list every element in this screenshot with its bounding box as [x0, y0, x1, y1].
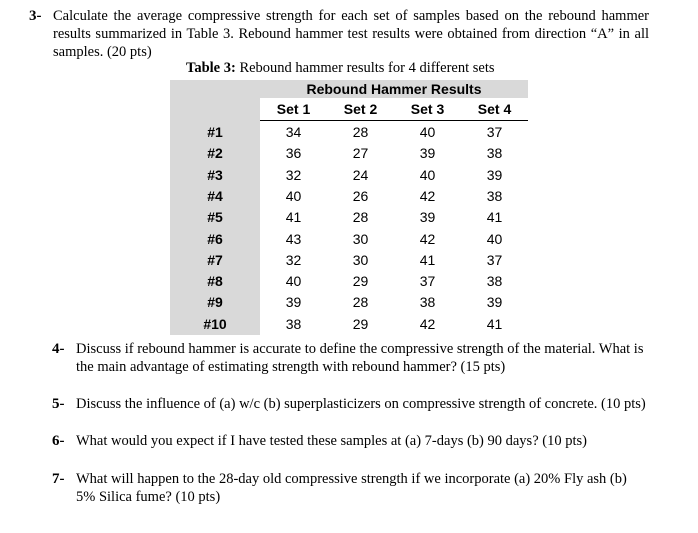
question-text: Discuss if rebound hammer is accurate to define the compressive strength of the material. What is the main advantage of estimating strength with rebound hammer? (15 pts)	[76, 341, 644, 375]
table-cell: 38	[486, 145, 503, 162]
table-cell: 40	[285, 273, 302, 290]
table-cell: 24	[352, 166, 369, 183]
table-row	[170, 122, 528, 143]
rebound-hammer-table	[170, 80, 528, 335]
row-label: #1	[207, 124, 223, 140]
column-header-set-2: Set 2	[343, 101, 378, 117]
table-cell: 38	[486, 273, 503, 290]
table-row	[170, 207, 528, 228]
question-number: 4-	[52, 341, 65, 357]
table-cell: 34	[285, 124, 302, 140]
row-label: #10	[203, 315, 227, 332]
table-cell: 42	[419, 315, 436, 332]
table-cell: 36	[285, 145, 302, 162]
table-cell: 38	[419, 294, 436, 311]
question-7	[52, 470, 648, 508]
table-cell: 28	[352, 124, 369, 140]
table-cell: 27	[352, 145, 369, 162]
table-cell: 28	[352, 294, 369, 311]
table-cell: 30	[352, 230, 369, 247]
table-header-row	[260, 98, 528, 120]
table-caption-text: Rebound hammer results for 4 different sets	[235, 60, 495, 76]
question-text: What would you expect if I have tested these samples at (a) 7-days (b) 90 days? (10 pts)	[76, 433, 587, 449]
table-cell: 38	[486, 187, 503, 204]
row-label: #3	[207, 166, 223, 183]
row-label: #6	[207, 230, 223, 247]
row-label: #2	[207, 145, 223, 162]
table-row	[170, 229, 528, 250]
table-row	[170, 292, 528, 313]
table-cell: 41	[486, 315, 503, 332]
table-cell: 37	[419, 273, 436, 290]
table-cell: 30	[352, 251, 369, 268]
table-cell: 42	[419, 187, 436, 204]
row-label: #7	[207, 251, 223, 268]
column-header-set-1: Set 1	[276, 101, 311, 117]
question-number: 5-	[52, 396, 65, 412]
row-label: #5	[207, 209, 223, 226]
question-number: 6-	[52, 433, 65, 449]
row-label: #9	[207, 294, 223, 311]
question-number: 3-	[29, 8, 42, 24]
table-cell: 37	[486, 251, 503, 268]
table-cell: 39	[419, 209, 436, 226]
table-cell: 38	[285, 315, 302, 332]
table-cell: 41	[486, 209, 503, 226]
table-cell: 40	[285, 187, 302, 204]
column-header-set-3: Set 3	[410, 101, 445, 117]
question-3	[29, 7, 649, 63]
table-cell: 32	[285, 166, 302, 183]
row-label: #4	[207, 187, 223, 204]
table-cell: 39	[486, 294, 503, 311]
table-cell: 41	[285, 209, 302, 226]
table-cell: 39	[419, 145, 436, 162]
table-cell: 32	[285, 251, 302, 268]
table-row	[170, 314, 528, 335]
table-row	[170, 165, 528, 186]
table-cell: 40	[419, 166, 436, 183]
question-text: Calculate the average compressive strength for each set of samples based on the rebound hammer results summarized in Table 3. Rebound hammer test results were obtained from direction “A” in all samples. (20 pts)	[53, 8, 649, 60]
question-number: 7-	[52, 471, 65, 487]
row-label: #8	[207, 273, 223, 290]
table-row	[170, 271, 528, 292]
table-cell: 29	[352, 315, 369, 332]
table-cell: 29	[352, 273, 369, 290]
table-title: Rebound Hammer Results	[306, 81, 482, 97]
table-row	[170, 143, 528, 164]
question-text: What will happen to the 28-day old compressive strength if we incorporate (a) 20% Fly ash (b) 5% Silica fume? (10 pts)	[76, 471, 627, 505]
table-cell: 41	[419, 251, 436, 268]
table-cell: 39	[285, 294, 302, 311]
question-6	[52, 432, 648, 452]
column-header-set-4: Set 4	[477, 101, 512, 117]
table-row	[170, 186, 528, 207]
question-5	[52, 395, 648, 415]
table-cell: 37	[486, 124, 503, 140]
table-caption	[186, 60, 495, 77]
table-cell: 39	[486, 166, 503, 183]
table-cell: 26	[352, 187, 369, 204]
table-caption-label: Table 3:	[186, 60, 236, 76]
table-cell: 40	[486, 230, 503, 247]
table-row	[170, 250, 528, 271]
question-text: Discuss the influence of (a) w/c (b) superplasticizers on compressive strength of concrete. (10 pts)	[76, 396, 646, 412]
question-4	[52, 340, 648, 378]
table-cell: 40	[419, 124, 436, 140]
table-cell: 42	[419, 230, 436, 247]
table-cell: 28	[352, 209, 369, 226]
header-divider-line	[260, 120, 528, 121]
table-cell: 43	[285, 230, 302, 247]
